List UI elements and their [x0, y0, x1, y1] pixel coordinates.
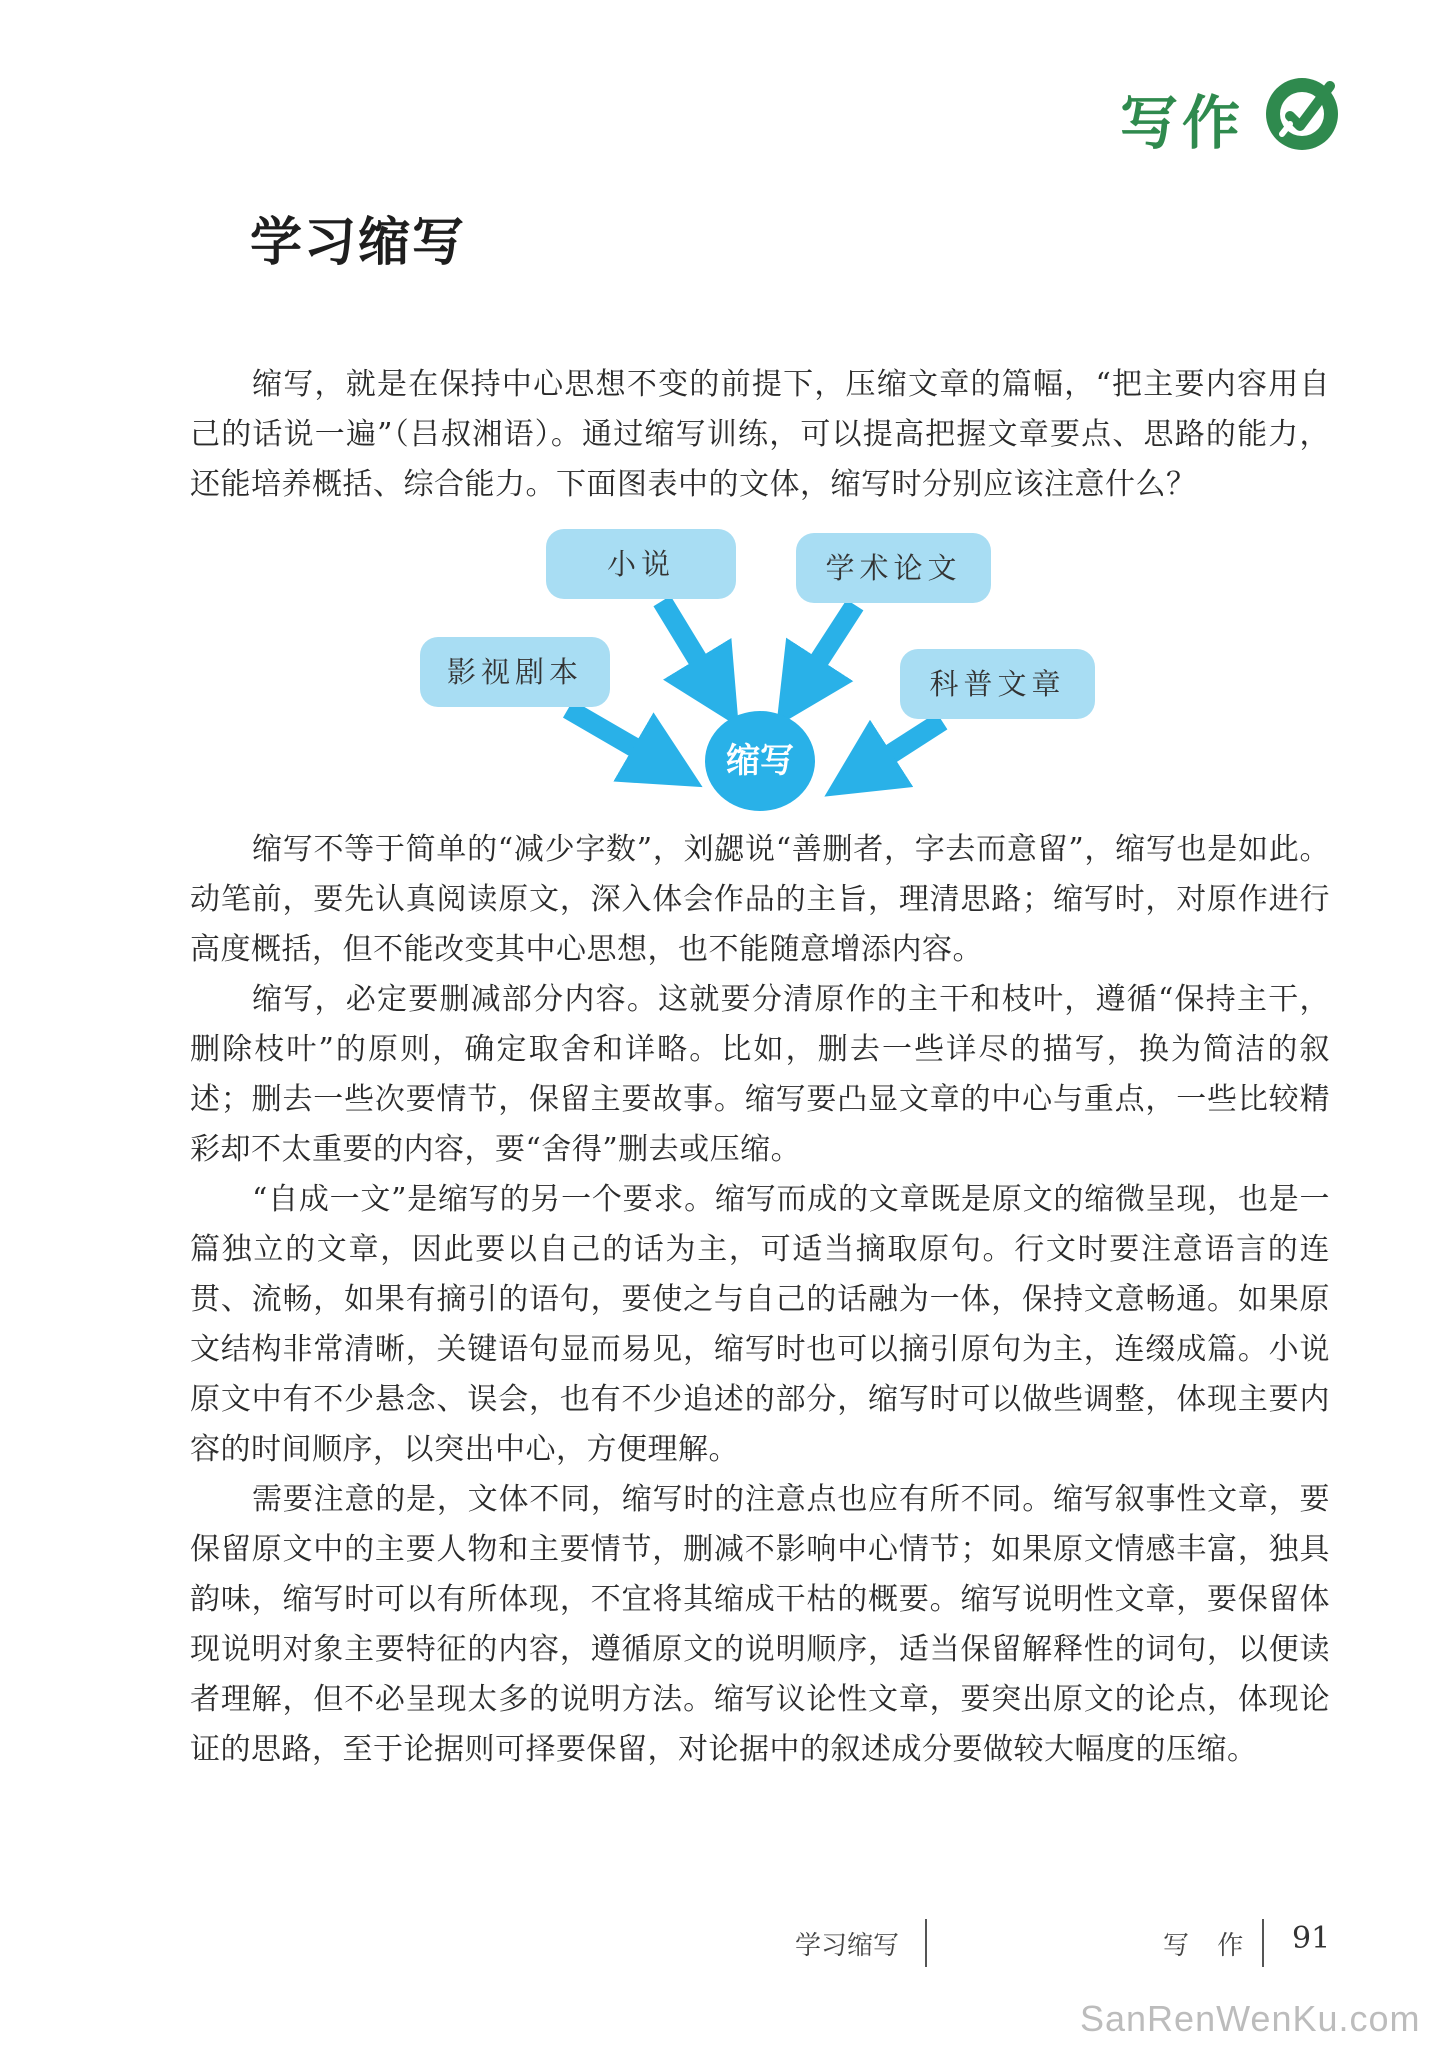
- arrow-from-science: [858, 721, 942, 775]
- page-number: 91: [1292, 1921, 1331, 1956]
- paragraph-1: 缩写不等于简单的“减少字数”，刘勰说“善删者，字去而意留”，缩写也是如此。动笔前，要先认真阅读原文，深入体会作品的主旨，理清思路；缩写时，对原作进行高度概括，但不能改变其中心思想，也不能随意增添内容。: [190, 832, 1330, 967]
- arrow-from-paper: [798, 605, 855, 693]
- footer-divider: [1262, 1919, 1264, 1967]
- bubble-popular-science: 科普文章: [900, 649, 1095, 719]
- genre-diagram: [400, 525, 1120, 815]
- bubble-novel: 小说: [546, 529, 736, 599]
- paragraph-intro: 缩写，就是在保持中心思想不变的前提下，压缩文章的篇幅，“把主要内容用自己的话说一遍”（吕叔湘语）。通过缩写训练，可以提高把握文章要点、思路的能力，还能培养概括、综合能力。下面图表中的文体，缩写时分别应该注意什么？: [190, 367, 1330, 502]
- paragraph-2: 缩写，必定要删减部分内容。这就要分清原作的主干和枝叶，遵循“保持主干，删除枝叶”的原则，确定取舍和详略。比如，删去一些详尽的描写，换为简洁的叙述；删去一些次要情节，保留主要故事。缩写要凸显文章的中心与重点，一些比较精彩却不太重要的内容，要“舍得”删去或压缩。: [190, 982, 1330, 1167]
- page-footer: [0, 1915, 1449, 1975]
- pen-check-icon: [1260, 72, 1344, 156]
- watermark: SanRenWenKu.com: [1080, 1998, 1421, 2039]
- bubble-academic-paper: 学术论文: [796, 533, 991, 603]
- section-label: 写作: [1120, 89, 1245, 157]
- footer-divider: [925, 1919, 927, 1967]
- center-circle: 缩写: [705, 711, 815, 811]
- arrow-from-novel: [662, 601, 718, 693]
- bubble-film-script: 影视剧本: [420, 637, 610, 707]
- paragraph-4: 需要注意的是，文体不同，缩写时的注意点也应有所不同。缩写叙事性文章，要保留原文中的主要人物和主要情节，删减不影响中心情节；如果原文情感丰富，独具韵味，缩写时可以有所体现，不宜将其缩成干枯的概要。缩写说明性文章，要保留体现说明对象主要特征的内容，遵循原文的说明顺序，适当保留解释性的词句，以便读者理解，但不必呈现太多的说明方法。缩写议论性文章，要突出原文的论点，体现论证的思路，至于论据则可择要保留，对论据中的叙述成分要做较大幅度的压缩。: [190, 1482, 1330, 1767]
- arrow-from-script: [568, 709, 668, 767]
- footer-chapter: 写 作: [1163, 1931, 1254, 1961]
- paragraph-3: “自成一文”是缩写的另一个要求。缩写而成的文章既是原文的缩微呈现，也是一篇独立的文章，因此要以自己的话为主，可适当摘取原句。行文时要注意语言的连贯、流畅，如果有摘引的语句，要使之与自己的话融为一体，保持文意畅通。如果原文结构非常清晰，关键语句显而易见，缩写时也可以摘引原句为主，连缀成篇。小说原文中有不少悬念、误会，也有不少追述的部分，缩写时可以做些调整，体现主要内容的时间顺序，以突出中心，方便理解。: [190, 1182, 1330, 1467]
- footer-section: 学习缩写: [795, 1931, 900, 1961]
- page-title: 学习缩写: [250, 213, 467, 273]
- section-tag: [1120, 72, 1340, 162]
